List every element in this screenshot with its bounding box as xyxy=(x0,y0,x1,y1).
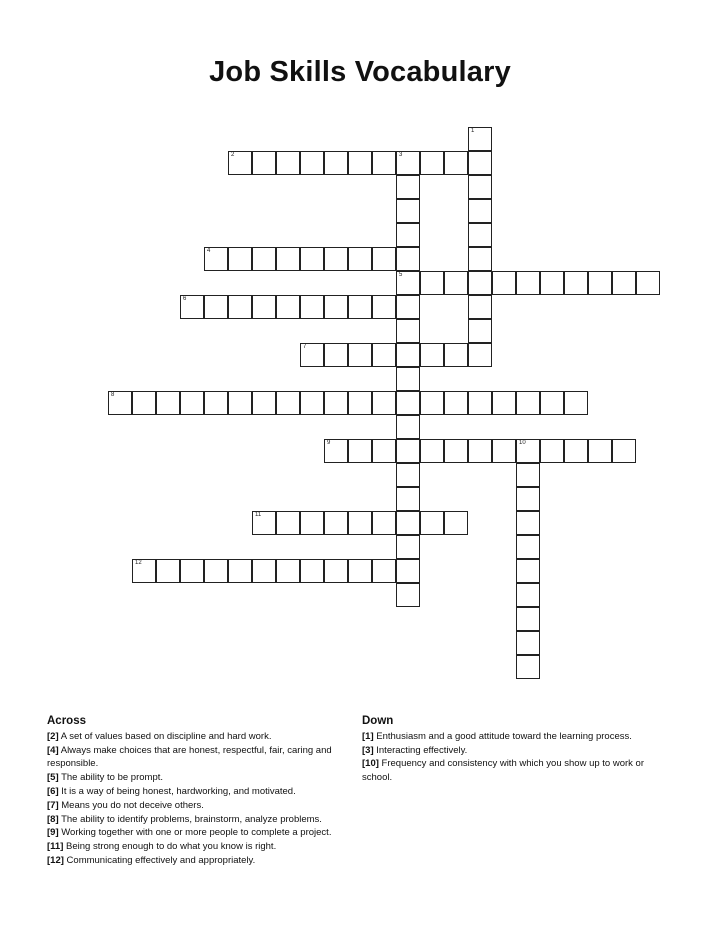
grid-cell[interactable] xyxy=(420,343,444,367)
clue-text: A set of values based on discipline and hard work. xyxy=(58,730,272,742)
grid-cell[interactable] xyxy=(324,439,348,463)
across-clues xyxy=(47,715,357,868)
grid-cell[interactable] xyxy=(516,607,540,631)
grid-cell[interactable] xyxy=(516,535,540,559)
grid-cell[interactable] xyxy=(252,295,276,319)
clue-label: [11] xyxy=(47,841,64,853)
grid-cell[interactable] xyxy=(372,151,396,175)
grid-cell[interactable] xyxy=(324,151,348,175)
grid-cell[interactable] xyxy=(468,175,492,199)
grid-cell[interactable] xyxy=(420,391,444,415)
grid-cell[interactable] xyxy=(228,295,252,319)
down-heading: Down xyxy=(362,715,394,727)
grid-cell[interactable] xyxy=(636,271,660,295)
grid-cell[interactable] xyxy=(588,439,612,463)
grid-cell[interactable] xyxy=(492,271,516,295)
grid-cell[interactable] xyxy=(396,343,420,367)
grid-cell[interactable] xyxy=(468,391,492,415)
grid-cell[interactable] xyxy=(180,391,204,415)
clue-text: Means you do not deceive others. xyxy=(58,799,204,811)
clue-label: [3] xyxy=(362,744,374,756)
grid-cell[interactable] xyxy=(396,271,420,295)
grid-cell[interactable] xyxy=(372,295,396,319)
grid-cell[interactable] xyxy=(228,247,252,271)
grid-cell[interactable] xyxy=(348,343,372,367)
grid-cell[interactable] xyxy=(420,439,444,463)
clue-text: The ability to identify problems, brainstorm, analyze problems. xyxy=(58,813,322,825)
grid-cell[interactable] xyxy=(276,559,300,583)
clue-label: [7] xyxy=(47,799,59,811)
down-clue xyxy=(362,730,662,744)
grid-cell[interactable] xyxy=(396,295,420,319)
grid-cell[interactable] xyxy=(444,391,468,415)
clue-label: [6] xyxy=(47,785,59,797)
clue-label: [5] xyxy=(47,772,59,784)
grid-cell[interactable] xyxy=(516,391,540,415)
grid-cell[interactable] xyxy=(396,247,420,271)
clue-text: The ability to be prompt. xyxy=(58,772,164,784)
clue-number: 10 xyxy=(519,440,526,446)
grid-cell[interactable] xyxy=(204,559,228,583)
grid-cell[interactable] xyxy=(204,295,228,319)
grid-cell[interactable] xyxy=(468,223,492,247)
grid-cell[interactable] xyxy=(516,559,540,583)
grid-cell[interactable] xyxy=(444,271,468,295)
clue-label: [9] xyxy=(47,827,59,839)
grid-cell[interactable] xyxy=(540,439,564,463)
grid-cell[interactable] xyxy=(228,559,252,583)
across-clue xyxy=(47,744,357,772)
clue-number: 11 xyxy=(255,512,262,518)
grid-cell[interactable] xyxy=(516,511,540,535)
across-clue xyxy=(47,840,357,854)
across-heading: Across xyxy=(47,715,86,727)
grid-cell[interactable] xyxy=(228,391,252,415)
grid-cell[interactable] xyxy=(444,511,468,535)
grid-cell[interactable] xyxy=(396,319,420,343)
grid-cell[interactable] xyxy=(540,271,564,295)
clue-number: 2 xyxy=(231,152,235,158)
grid-cell[interactable] xyxy=(516,439,540,463)
grid-cell[interactable] xyxy=(300,343,324,367)
across-clue xyxy=(47,813,357,827)
grid-cell[interactable] xyxy=(396,151,420,175)
grid-cell[interactable] xyxy=(468,295,492,319)
across-clue xyxy=(47,799,357,813)
grid-cell[interactable] xyxy=(396,559,420,583)
grid-cell[interactable] xyxy=(252,511,276,535)
clue-number: 1 xyxy=(471,128,475,134)
grid-cell[interactable] xyxy=(252,391,276,415)
clue-number: 5 xyxy=(399,272,403,278)
grid-cell[interactable] xyxy=(444,151,468,175)
grid-cell[interactable] xyxy=(516,271,540,295)
grid-cell[interactable] xyxy=(348,559,372,583)
grid-cell[interactable] xyxy=(516,583,540,607)
clue-label: [4] xyxy=(47,744,59,756)
grid-cell[interactable] xyxy=(324,391,348,415)
down-clue xyxy=(362,744,662,758)
grid-cell[interactable] xyxy=(276,295,300,319)
down-clue-list xyxy=(362,730,662,785)
clue-label: [12] xyxy=(47,854,64,866)
grid-cell[interactable] xyxy=(348,247,372,271)
across-clue xyxy=(47,826,357,840)
grid-cell[interactable] xyxy=(612,271,636,295)
clue-label: [10] xyxy=(362,758,379,770)
grid-cell[interactable] xyxy=(108,391,132,415)
grid-cell[interactable] xyxy=(396,175,420,199)
grid-cell[interactable] xyxy=(132,391,156,415)
grid-cell[interactable] xyxy=(444,343,468,367)
grid-cell[interactable] xyxy=(612,439,636,463)
grid-cell[interactable] xyxy=(468,199,492,223)
clue-text: Communicating effectively and appropriately. xyxy=(63,854,256,866)
grid-cell[interactable] xyxy=(348,439,372,463)
grid-cell[interactable] xyxy=(468,319,492,343)
grid-cell[interactable] xyxy=(324,511,348,535)
clue-label: [2] xyxy=(47,730,59,742)
grid-cell[interactable] xyxy=(468,151,492,175)
clue-text: It is a way of being honest, hardworking, and motivated. xyxy=(58,785,296,797)
grid-cell[interactable] xyxy=(396,463,420,487)
grid-cell[interactable] xyxy=(564,391,588,415)
grid-cell[interactable] xyxy=(348,511,372,535)
grid-cell[interactable] xyxy=(348,295,372,319)
clue-number: 12 xyxy=(135,560,142,566)
grid-cell[interactable] xyxy=(300,391,324,415)
grid-cell[interactable] xyxy=(588,271,612,295)
grid-cell[interactable] xyxy=(420,271,444,295)
grid-cell[interactable] xyxy=(564,271,588,295)
grid-cell[interactable] xyxy=(468,439,492,463)
clue-text: Working together with one or more people to complete a project. xyxy=(58,827,332,839)
clue-label: [8] xyxy=(47,813,59,825)
grid-cell[interactable] xyxy=(468,271,492,295)
grid-cell[interactable] xyxy=(348,391,372,415)
clue-label: [1] xyxy=(362,730,374,742)
clue-text: Interacting effectively. xyxy=(373,744,468,756)
grid-cell[interactable] xyxy=(252,559,276,583)
grid-cell[interactable] xyxy=(468,247,492,271)
grid-cell[interactable] xyxy=(444,439,468,463)
grid-cell[interactable] xyxy=(396,199,420,223)
grid-cell[interactable] xyxy=(468,127,492,151)
grid-cell[interactable] xyxy=(324,343,348,367)
grid-cell[interactable] xyxy=(348,151,372,175)
grid-cell[interactable] xyxy=(324,559,348,583)
grid-cell[interactable] xyxy=(516,487,540,511)
grid-cell[interactable] xyxy=(276,151,300,175)
grid-cell[interactable] xyxy=(228,151,252,175)
grid-cell[interactable] xyxy=(204,247,228,271)
grid-cell[interactable] xyxy=(396,415,420,439)
clue-number: 9 xyxy=(327,440,331,446)
grid-cell[interactable] xyxy=(396,535,420,559)
down-clue xyxy=(362,757,662,785)
grid-cell[interactable] xyxy=(372,343,396,367)
grid-cell[interactable] xyxy=(252,151,276,175)
across-clue xyxy=(47,771,357,785)
grid-cell[interactable] xyxy=(276,391,300,415)
clue-number: 6 xyxy=(183,296,187,302)
grid-cell[interactable] xyxy=(300,511,324,535)
grid-cell[interactable] xyxy=(204,391,228,415)
grid-cell[interactable] xyxy=(396,391,420,415)
clue-number: 8 xyxy=(111,392,115,398)
grid-cell[interactable] xyxy=(372,511,396,535)
clue-text: Always make choices that are honest, respectful, fair, caring and responsible. xyxy=(47,744,332,770)
clue-number: 3 xyxy=(399,152,403,158)
across-clue xyxy=(47,854,357,868)
grid-cell[interactable] xyxy=(252,247,276,271)
grid-cell[interactable] xyxy=(564,439,588,463)
clue-number: 7 xyxy=(303,344,307,350)
grid-cell[interactable] xyxy=(180,295,204,319)
clue-text: Enthusiasm and a good attitude toward the learning process. xyxy=(373,730,632,742)
grid-cell[interactable] xyxy=(180,559,204,583)
across-clue xyxy=(47,730,357,744)
grid-cell[interactable] xyxy=(300,247,324,271)
grid-cell[interactable] xyxy=(324,295,348,319)
clue-number: 4 xyxy=(207,248,211,254)
down-clues xyxy=(362,715,662,785)
grid-cell[interactable] xyxy=(396,487,420,511)
across-clue xyxy=(47,785,357,799)
grid-cell[interactable] xyxy=(396,439,420,463)
grid-cell[interactable] xyxy=(276,247,300,271)
grid-cell[interactable] xyxy=(372,391,396,415)
grid-cell[interactable] xyxy=(156,391,180,415)
grid-cell[interactable] xyxy=(372,439,396,463)
clue-text: Frequency and consistency with which you show up to work or school. xyxy=(362,758,644,784)
grid-cell[interactable] xyxy=(372,559,396,583)
grid-cell[interactable] xyxy=(492,439,516,463)
grid-cell[interactable] xyxy=(300,151,324,175)
grid-cell[interactable] xyxy=(516,631,540,655)
grid-cell[interactable] xyxy=(372,247,396,271)
grid-cell[interactable] xyxy=(396,583,420,607)
grid-cell[interactable] xyxy=(420,511,444,535)
grid-cell[interactable] xyxy=(300,559,324,583)
grid-cell[interactable] xyxy=(396,367,420,391)
grid-cell[interactable] xyxy=(156,559,180,583)
grid-cell[interactable] xyxy=(132,559,156,583)
clue-text: Being strong enough to do what you know is right. xyxy=(63,841,277,853)
grid-cell[interactable] xyxy=(492,391,516,415)
grid-cell[interactable] xyxy=(276,511,300,535)
puzzle-title: Job Skills Vocabulary xyxy=(209,56,511,88)
grid-cell[interactable] xyxy=(540,391,564,415)
grid-cell[interactable] xyxy=(516,655,540,679)
across-clue-list xyxy=(47,730,357,868)
grid-cell[interactable] xyxy=(396,511,420,535)
grid-cell[interactable] xyxy=(516,463,540,487)
grid-cell[interactable] xyxy=(324,247,348,271)
grid-cell[interactable] xyxy=(468,343,492,367)
grid-cell[interactable] xyxy=(420,151,444,175)
grid-cell[interactable] xyxy=(396,223,420,247)
grid-cell[interactable] xyxy=(300,295,324,319)
